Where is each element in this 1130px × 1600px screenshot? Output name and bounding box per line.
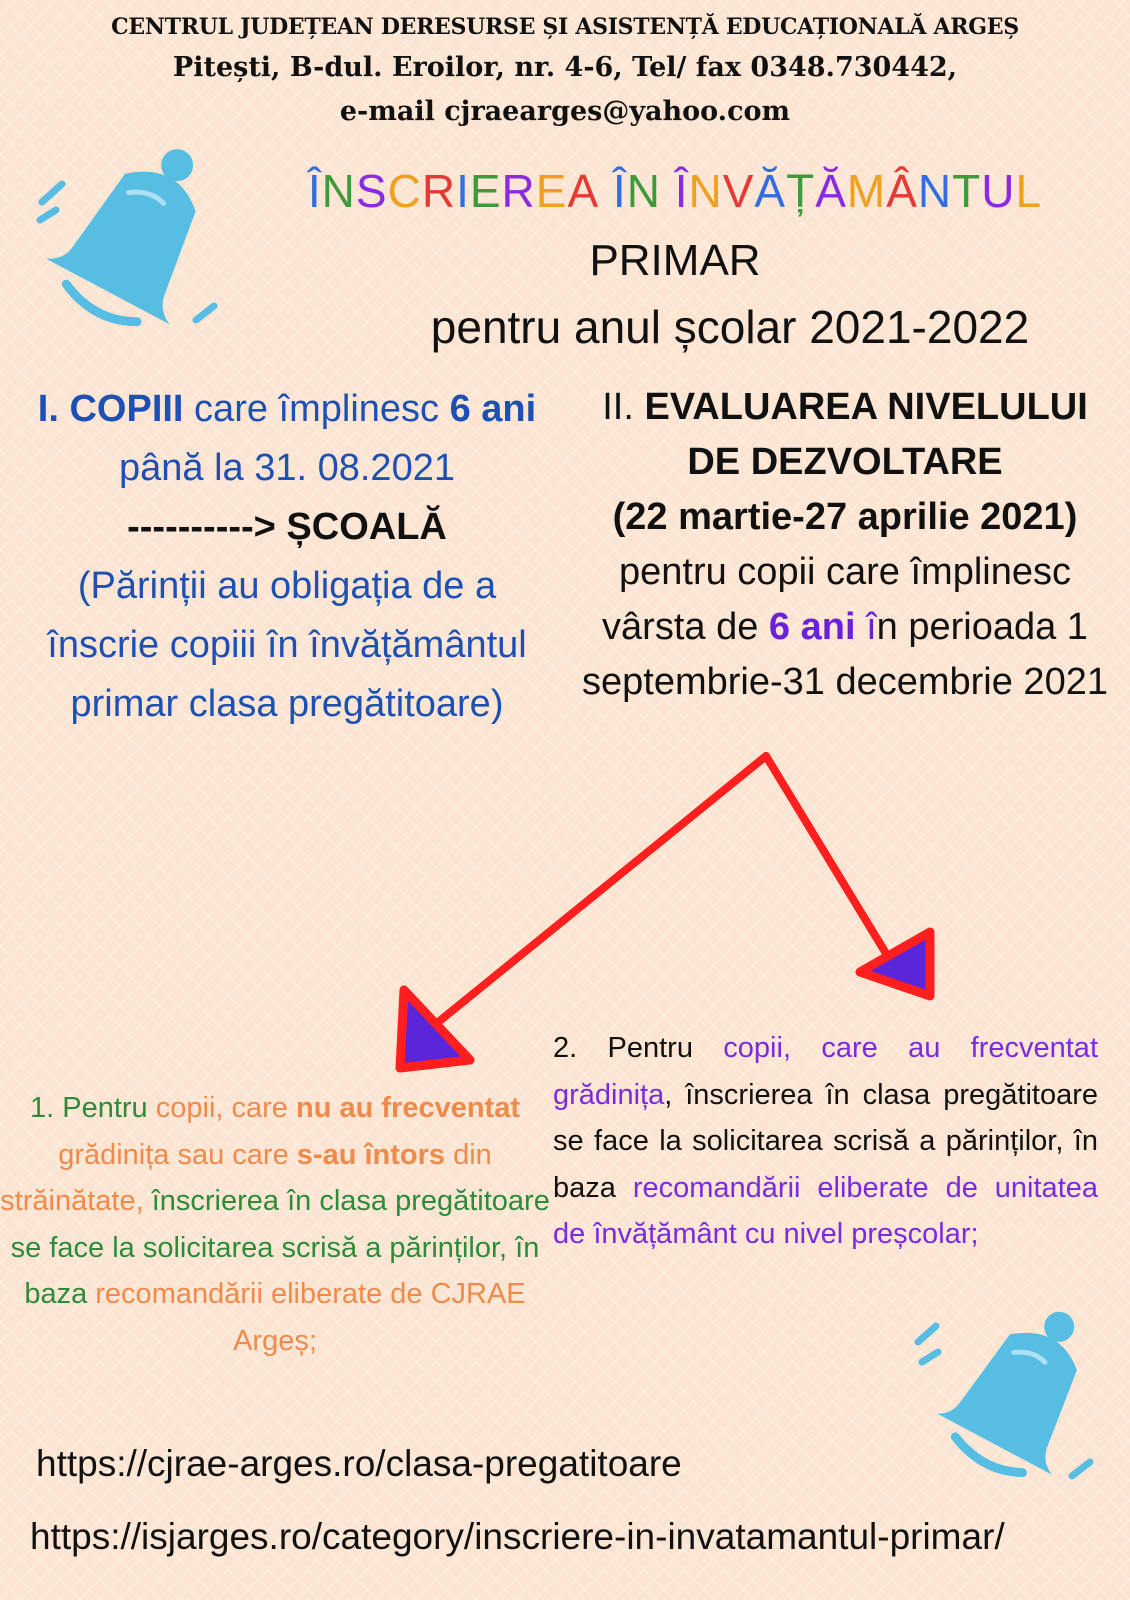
arrow-left-line <box>426 756 766 1032</box>
opt2-b: copii, care au frecventat grădinița <box>553 1032 1098 1111</box>
opt1-d: grădinița sau care <box>58 1138 297 1171</box>
title-letter: A <box>567 165 600 217</box>
link-isj[interactable]: https://isjarges.ro/category/inscriere-in-invatamantul-primar/ <box>30 1516 1005 1557</box>
arrowhead-right <box>860 932 930 996</box>
evaluation-title: EVALUAREA NIVELULUI <box>644 386 1088 428</box>
opt2-c: , înscrierea în clasa pregătitoare se face la solicitarea scrisă a părinților, în baza <box>553 1078 1098 1204</box>
left-note-1: (Părinții au obligația de a <box>77 565 497 607</box>
title-letter: Î <box>674 165 689 217</box>
right-text-1: pentru copii care împlinesc <box>619 551 1071 593</box>
title-letter: R <box>421 165 457 217</box>
opt1-a: 1. Pentru <box>30 1092 156 1124</box>
option-1-text <box>0 1085 550 1364</box>
link-cjrae[interactable]: https://cjrae-arges.ro/clasa-pregatitoare <box>36 1443 682 1484</box>
left-date: până la 31. 08.2021 <box>119 447 455 489</box>
opt2-d: recomandării eliberate de unitatea de învățământ cu nivel preșcolar; <box>553 1171 1099 1250</box>
opt1-c: nu au frecventat <box>295 1092 520 1124</box>
section-i-label: I. COPIII <box>37 388 184 430</box>
title-letter: T <box>952 165 982 217</box>
title-school-year: pentru anul școlar 2021-2022 <box>430 301 1030 353</box>
title-letter: N <box>626 165 661 217</box>
opt1-h: recomandării eliberate de CJRAE Argeș; <box>87 1278 526 1357</box>
title-letter: N <box>321 165 356 217</box>
title-letter: Î <box>307 165 322 217</box>
opt1-b: copii, care <box>155 1092 296 1124</box>
title-letter: V <box>722 165 755 217</box>
title-letter: I <box>456 165 470 217</box>
left-note-2: înscrie copiii în învățământul <box>47 624 527 666</box>
bell-icon <box>912 1290 1102 1490</box>
option-2-text <box>553 1025 1098 1258</box>
opt1-f: din străinătate, <box>0 1138 492 1217</box>
title-letter: U <box>981 165 1016 217</box>
right-text-3: septembrie-31 decembrie 2021 <box>582 661 1108 703</box>
opt1-g: înscrierea în clasa pregătitoare se face la solicitarea scrisă a părinților, în baza <box>10 1185 550 1310</box>
title-letter: E <box>535 165 568 217</box>
header-institution: CENTRUL JUDEȚEAN DERESURSE ȘI ASISTENȚĂ EDUCAȚIONALĂ ARGEȘ <box>111 14 1019 40</box>
opt1-e: s-au întors <box>296 1138 446 1171</box>
right-text-2c: î <box>855 606 877 648</box>
evaluation-title-2: DE DEZVOLTARE <box>687 441 1003 483</box>
title-letter: S <box>355 165 388 217</box>
title-letter: Ă <box>754 165 787 217</box>
left-text: care împlinesc <box>183 388 450 430</box>
left-arrow-school: ----------> ȘCOALĂ <box>127 506 447 548</box>
title-letter: Ă <box>815 165 847 217</box>
title-primar: PRIMAR <box>589 236 761 285</box>
right-text-2d: n perioada 1 <box>876 606 1088 648</box>
title-letter: Â <box>886 165 918 217</box>
header-email: e-mail cjraearges@yahoo.com <box>339 96 791 127</box>
evaluation-period: (22 martie-27 aprilie 2021) <box>612 496 1078 538</box>
title-letter: Î <box>612 165 627 217</box>
title-letter: E <box>469 165 502 217</box>
age-highlight-2: 6 ani <box>768 606 856 648</box>
title-letter: Ț <box>786 165 816 217</box>
title-letter: R <box>501 165 536 217</box>
title-letter: L <box>1015 165 1043 217</box>
age-highlight: 6 ani <box>449 388 537 430</box>
opt2-a: 2. Pentru <box>553 1032 724 1064</box>
section-ii-label: II. <box>602 386 645 428</box>
header-address: Pitești, B-dul. Eroilor, nr. 4-6, Tel/ fax 0348.730442, <box>172 52 958 83</box>
title-letter: M <box>846 165 887 217</box>
arrow-right-line <box>766 756 890 960</box>
title-letter: C <box>387 165 422 217</box>
left-note-3: primar clasa pregătitoare) <box>70 683 504 725</box>
title-letter: N <box>688 165 723 217</box>
title-letter: N <box>917 165 953 217</box>
right-text-2a: vârsta de <box>602 606 769 648</box>
